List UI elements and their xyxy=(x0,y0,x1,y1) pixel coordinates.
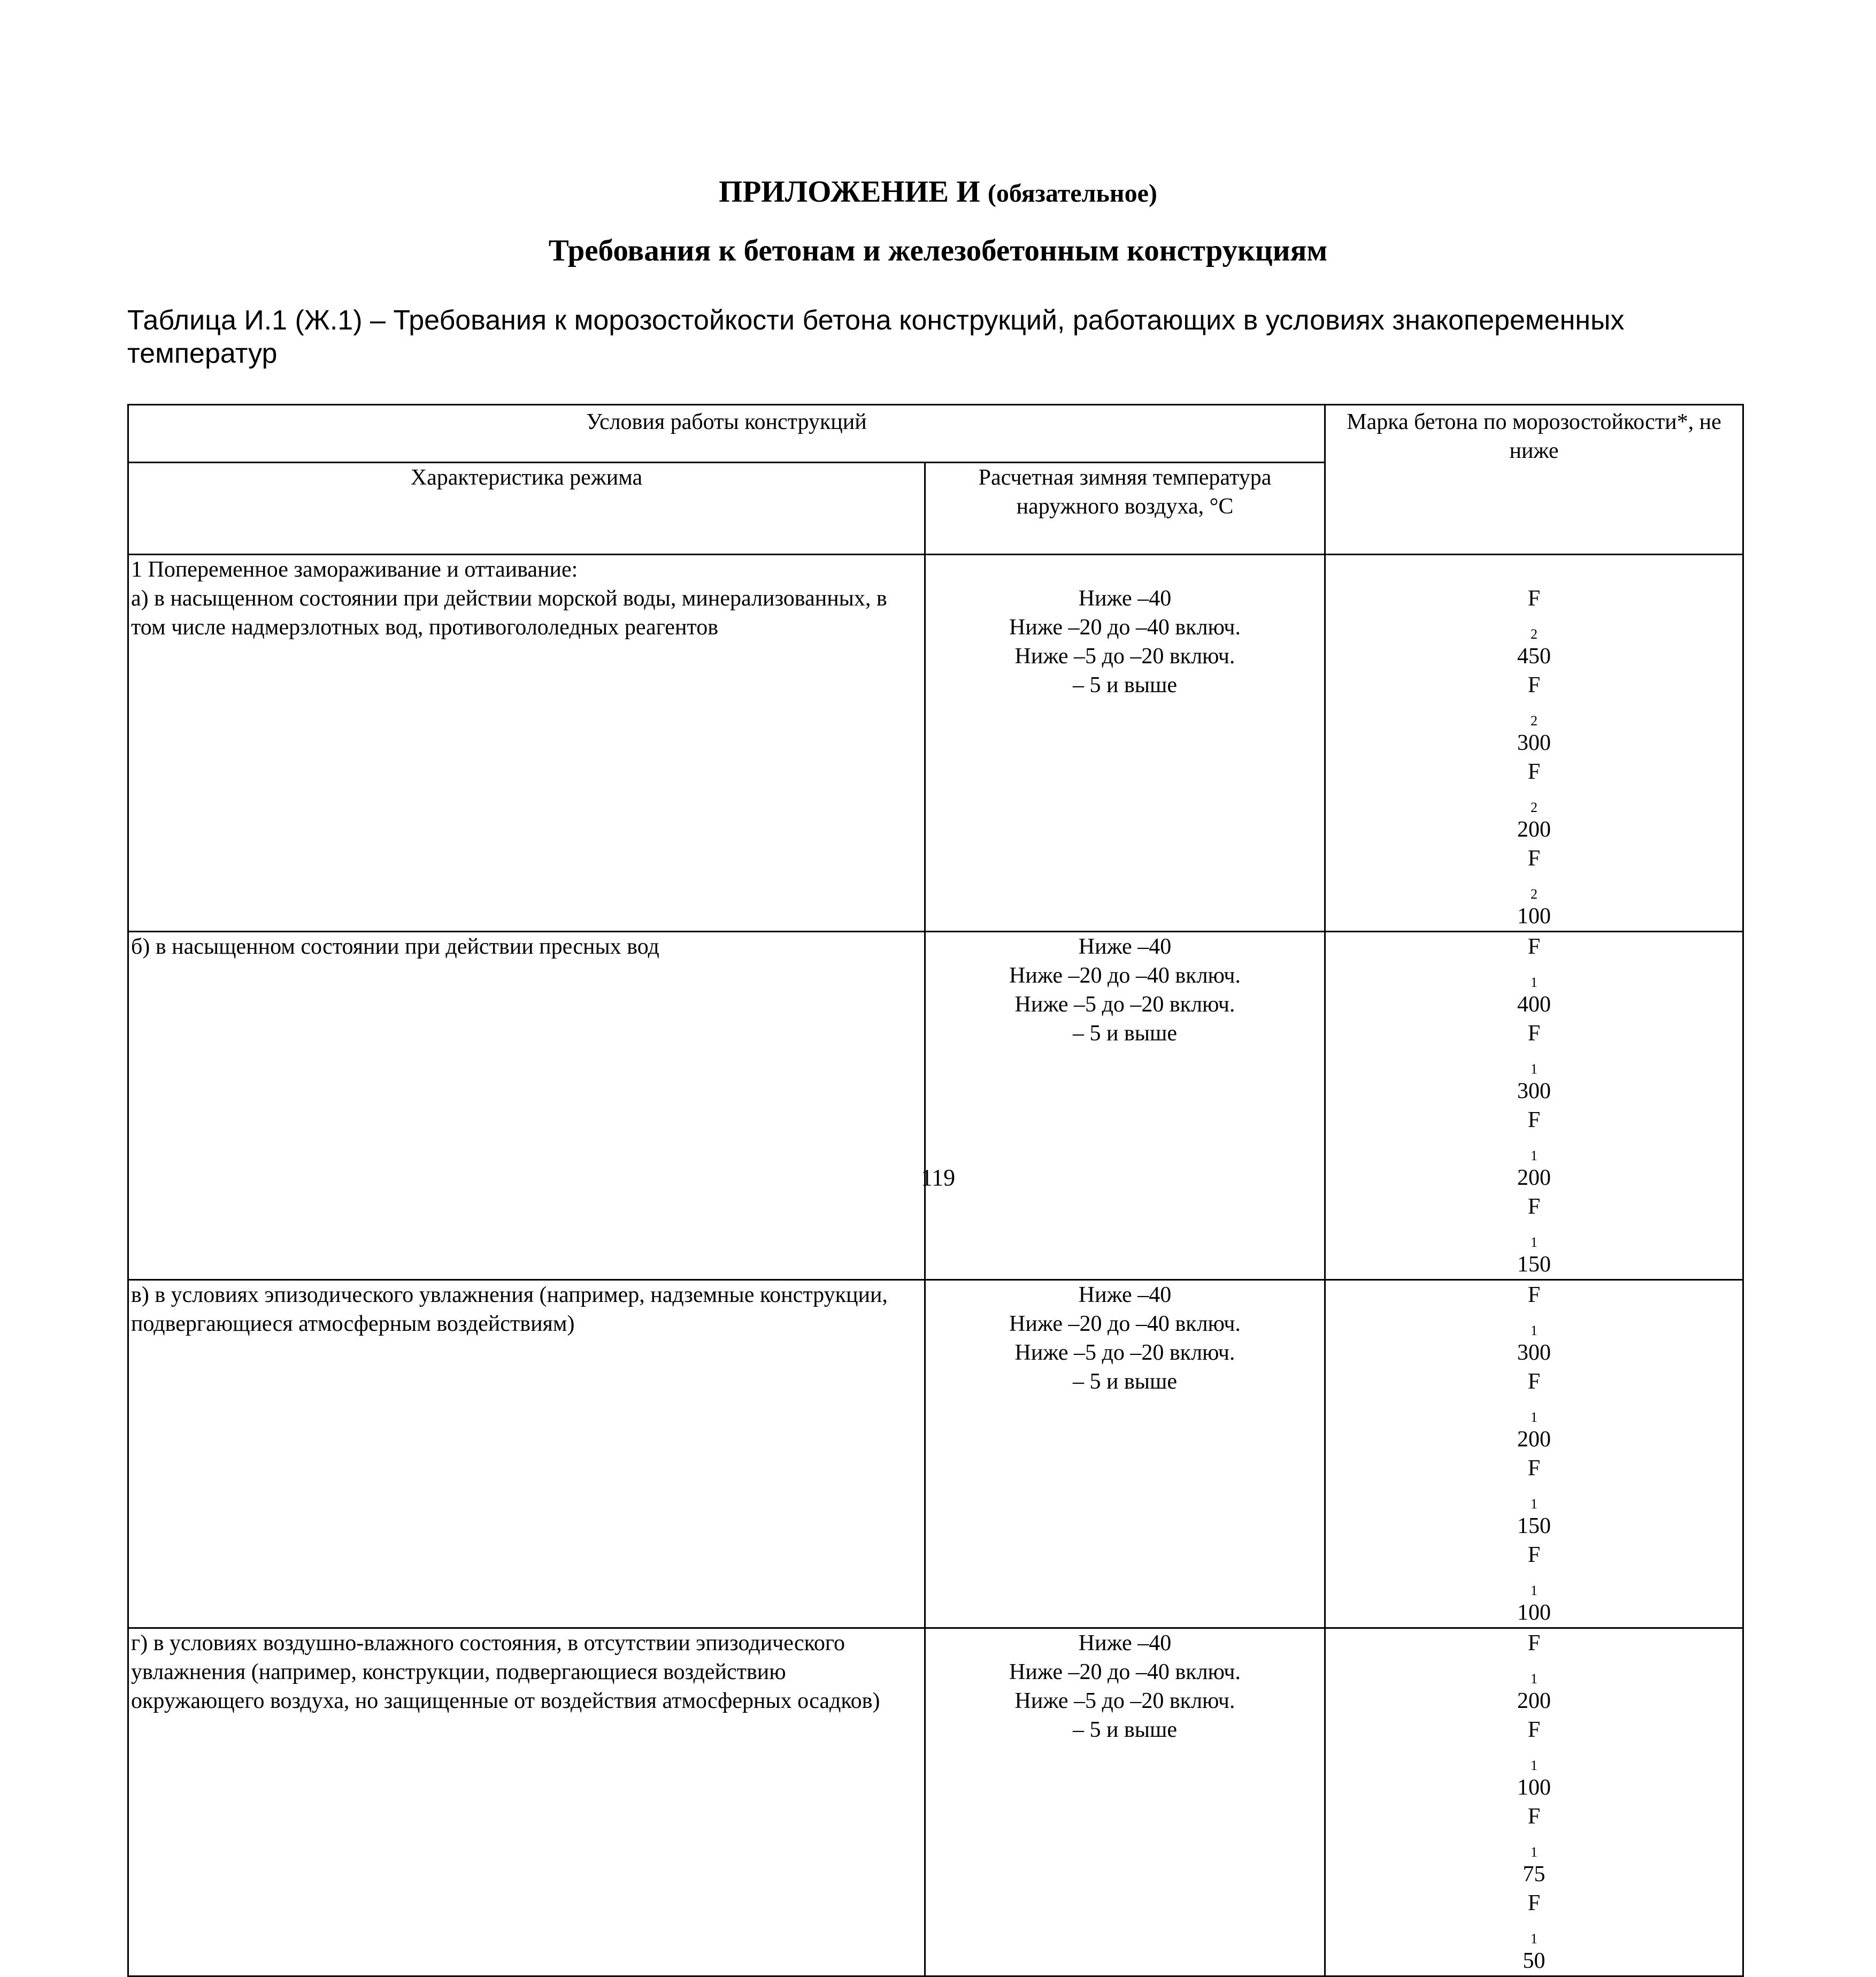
regime-cell: в) в условиях эпизодического увлажнения (например, надземные конструкции, подвергающиеся атмосферным воздействиям) xyxy=(128,1280,925,1628)
grade-value: F $_1$ 75 xyxy=(1523,1804,1546,1887)
appendix-subtitle: Требования к бетонам и железобетонным конструкциям xyxy=(548,234,1328,267)
grade-value: F $_2$ 200 xyxy=(1517,760,1551,842)
temp-value: Ниже –40 xyxy=(1078,1283,1172,1307)
grade-value: F $_2$ 450 xyxy=(1517,586,1551,669)
appendix-title-text: ПРИЛОЖЕНИЕ И xyxy=(719,175,980,209)
temp-value: Ниже –40 xyxy=(1078,1631,1172,1656)
temp-value: Ниже –5 до –20 включ. xyxy=(1014,1689,1235,1713)
grade-value: F $_1$ 50 xyxy=(1523,1891,1546,1973)
grade-value: F $_1$ 400 xyxy=(1517,934,1551,1017)
grade-cell xyxy=(1325,932,1743,1280)
temp-value: – 5 и выше xyxy=(1072,1718,1177,1742)
table-row xyxy=(128,1280,1743,1628)
temp-value: Ниже –40 xyxy=(1078,934,1172,959)
temp-cell xyxy=(925,932,1325,1280)
grade-value: F $_1$ 200 xyxy=(1517,1369,1551,1452)
grade-value: F $_1$ 150 xyxy=(1517,1194,1551,1277)
page-number: 119 xyxy=(920,1164,956,1191)
regime-text: а) в насыщенном состоянии при действии морской воды, минерализованных, в том числе надмерзлотных вод, противогололедных реагентов xyxy=(131,586,887,640)
grade-value: F $_2$ 100 xyxy=(1517,846,1551,929)
regime-cell: г) в условиях воздушно-влажного состояния, в отсутствии эпизодического увлажнения (например, конструкции, подвергающиеся воздействию окружающего воздуха, но защищенные от воздействия атмосферных осадков) xyxy=(128,1628,925,1976)
grade-value: F $_1$ 100 xyxy=(1517,1718,1551,1800)
temp-value: Ниже –40 xyxy=(1078,586,1172,611)
temp-value: Ниже –5 до –20 включ. xyxy=(1014,1340,1235,1365)
section-title: 1 Попеременное замораживание и оттаивание: xyxy=(131,557,578,582)
header-grade: Марка бетона по морозостойкости*, не ниже xyxy=(1325,405,1743,555)
temp-value: Ниже –20 до –40 включ. xyxy=(1009,1312,1241,1336)
grade-value: F $_1$ 150 xyxy=(1517,1456,1551,1538)
temp-value: Ниже –5 до –20 включ. xyxy=(1014,644,1235,669)
header-conditions: Условия работы конструкций xyxy=(128,405,1325,463)
grade-cell xyxy=(1325,1628,1743,1976)
table-row xyxy=(128,932,1743,1280)
temp-value: – 5 и выше xyxy=(1072,673,1177,698)
grade-cell xyxy=(1325,1280,1743,1628)
temp-cell xyxy=(925,1280,1325,1628)
temp-value: – 5 и выше xyxy=(1072,1021,1177,1046)
table-caption: Таблица И.1 (Ж.1) – Требования к морозостойкости бетона конструкций, работающих в условиях знакопеременных температур xyxy=(127,305,1625,369)
regime-cell: б) в насыщенном состоянии при действии пресных вод xyxy=(128,932,925,1280)
temp-value: Ниже –5 до –20 включ. xyxy=(1014,992,1235,1017)
appendix-status: (обязательное) xyxy=(987,179,1157,208)
grade-value: F $_1$ 300 xyxy=(1517,1021,1551,1104)
temp-value: – 5 и выше xyxy=(1072,1369,1177,1394)
grade-cell xyxy=(1325,555,1743,932)
temp-cell xyxy=(925,1628,1325,1976)
temp-cell xyxy=(925,555,1325,932)
grade-value: F $_1$ 200 xyxy=(1517,1108,1551,1190)
grade-value: F $_1$ 200 xyxy=(1517,1631,1551,1713)
grade-value: F $_1$ 300 xyxy=(1517,1283,1551,1365)
grade-value: F $_1$ 100 xyxy=(1517,1543,1551,1625)
appendix-title xyxy=(0,174,1876,212)
temp-value: Ниже –20 до –40 включ. xyxy=(1009,615,1241,640)
regime-cell xyxy=(128,555,925,932)
header-temperature: Расчетная зимняя температура наружного воздуха, °С xyxy=(925,463,1325,555)
grade-value: F $_2$ 300 xyxy=(1517,673,1551,755)
temp-value: Ниже –20 до –40 включ. xyxy=(1009,963,1241,988)
table-row xyxy=(128,1628,1743,1976)
temp-value: Ниже –20 до –40 включ. xyxy=(1009,1660,1241,1684)
table-row xyxy=(128,555,1743,932)
header-regime: Характеристика режима xyxy=(128,463,925,555)
